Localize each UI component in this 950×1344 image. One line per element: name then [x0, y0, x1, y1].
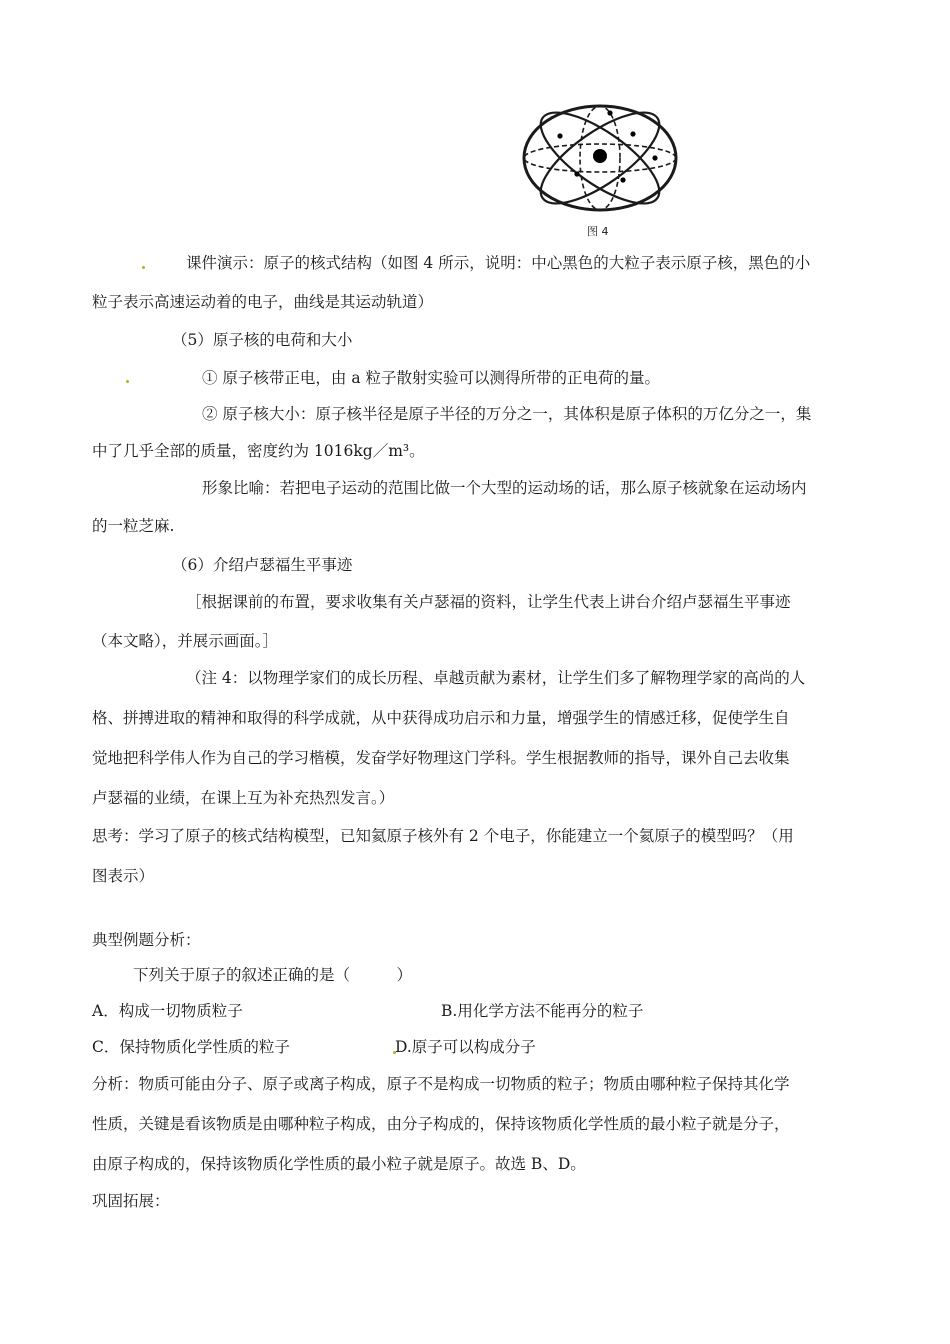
stray-dot	[142, 266, 145, 269]
example-heading: 典型例题分析：	[92, 931, 201, 949]
body-text: ② 原子核大小：原子核半径是原子半径的万分之一，其体积是原子体积的万亿分之一，集	[202, 405, 812, 423]
stray-dot	[126, 380, 129, 383]
option-c: C．保持物质化学性质的粒子	[92, 1038, 290, 1056]
note-text: 格、拼搏进取的精神和取得的科学成就，从中获得成功启示和力量，增强学生的情感迁移，促使学生自	[92, 709, 790, 727]
electron	[574, 171, 579, 176]
note-text: （注 4：以物理学家们的成长历程、卓越贡献为素材，让学生们多了解物理学家的高尚的人	[186, 669, 806, 687]
analysis-text: 分析：物质可能由分子、原子或离子构成，原子不是构成一切物质的粒子；物质由哪种粒子保持其化学	[92, 1075, 790, 1093]
electron	[607, 110, 612, 115]
atom-model-figure	[515, 98, 690, 243]
body-text: 的一粒芝麻.	[92, 517, 175, 535]
think-text: 图表示）	[92, 867, 155, 885]
atom-model-diagram	[515, 98, 690, 243]
figure-caption: 图 4	[587, 225, 609, 238]
note-text: 觉地把科学伟人作为自己的学习楷模，发奋学好物理这门学科。学生根据教师的指导，课外自己去收集	[92, 749, 790, 767]
analysis-text: 性质，关键是看该物质是由哪种粒子构成，由分子构成的，保持该物质化学性质的最小粒子就是分子，	[92, 1115, 790, 1133]
section-heading: （6）介绍卢瑟福生平事迹	[172, 556, 353, 574]
example-question: 下列关于原子的叙述正确的是（ ）	[133, 966, 413, 984]
consolidate-heading: 巩固拓展：	[92, 1192, 170, 1210]
think-text: 思考：学习了原子的核式结构模型，已知氦原子核外有 2 个电子，你能建立一个氦原子的模型吗？（用	[92, 827, 794, 845]
electron	[652, 155, 657, 160]
option-b: B.用化学方法不能再分的粒子	[441, 1002, 644, 1020]
option-d: D.原子可以构成分子	[395, 1038, 536, 1056]
nucleus	[593, 149, 607, 163]
body-text: ① 原子核带正电，由 a 粒子散射实验可以测得所带的正电荷的量。	[202, 369, 661, 387]
note-text: 卢瑟福的业绩，在课上互为补充热烈发言。）	[92, 789, 395, 807]
demo-line: 课件演示：原子的核式结构（如图 4 所示，说明：中心黑色的大粒子表示原子核，黑色的小	[186, 254, 811, 272]
body-text: 中了几乎全部的质量，密度约为 1016kg／m³。	[92, 442, 425, 460]
body-text: ［根据课前的布置，要求收集有关卢瑟福的资料，让学生代表上讲台介绍卢瑟福生平事迹	[186, 593, 791, 611]
option-a: A．构成一切物质粒子	[92, 1002, 243, 1020]
electron	[557, 133, 562, 138]
analysis-text: 由原子构成的，保持该物质化学性质的最小粒子就是原子。故选 B、D。	[92, 1155, 586, 1173]
body-text: （本文略），并展示画面。］	[92, 632, 279, 650]
electron	[620, 177, 625, 182]
electron	[630, 131, 635, 136]
body-text: 形象比喻：若把电子运动的范围比做一个大型的运动场的话，那么原子核就象在运动场内	[202, 479, 807, 497]
section-heading: （5）原子核的电荷和大小	[172, 331, 353, 349]
demo-line: 粒子表示高速运动着的电子，曲线是其运动轨道）	[92, 293, 434, 311]
